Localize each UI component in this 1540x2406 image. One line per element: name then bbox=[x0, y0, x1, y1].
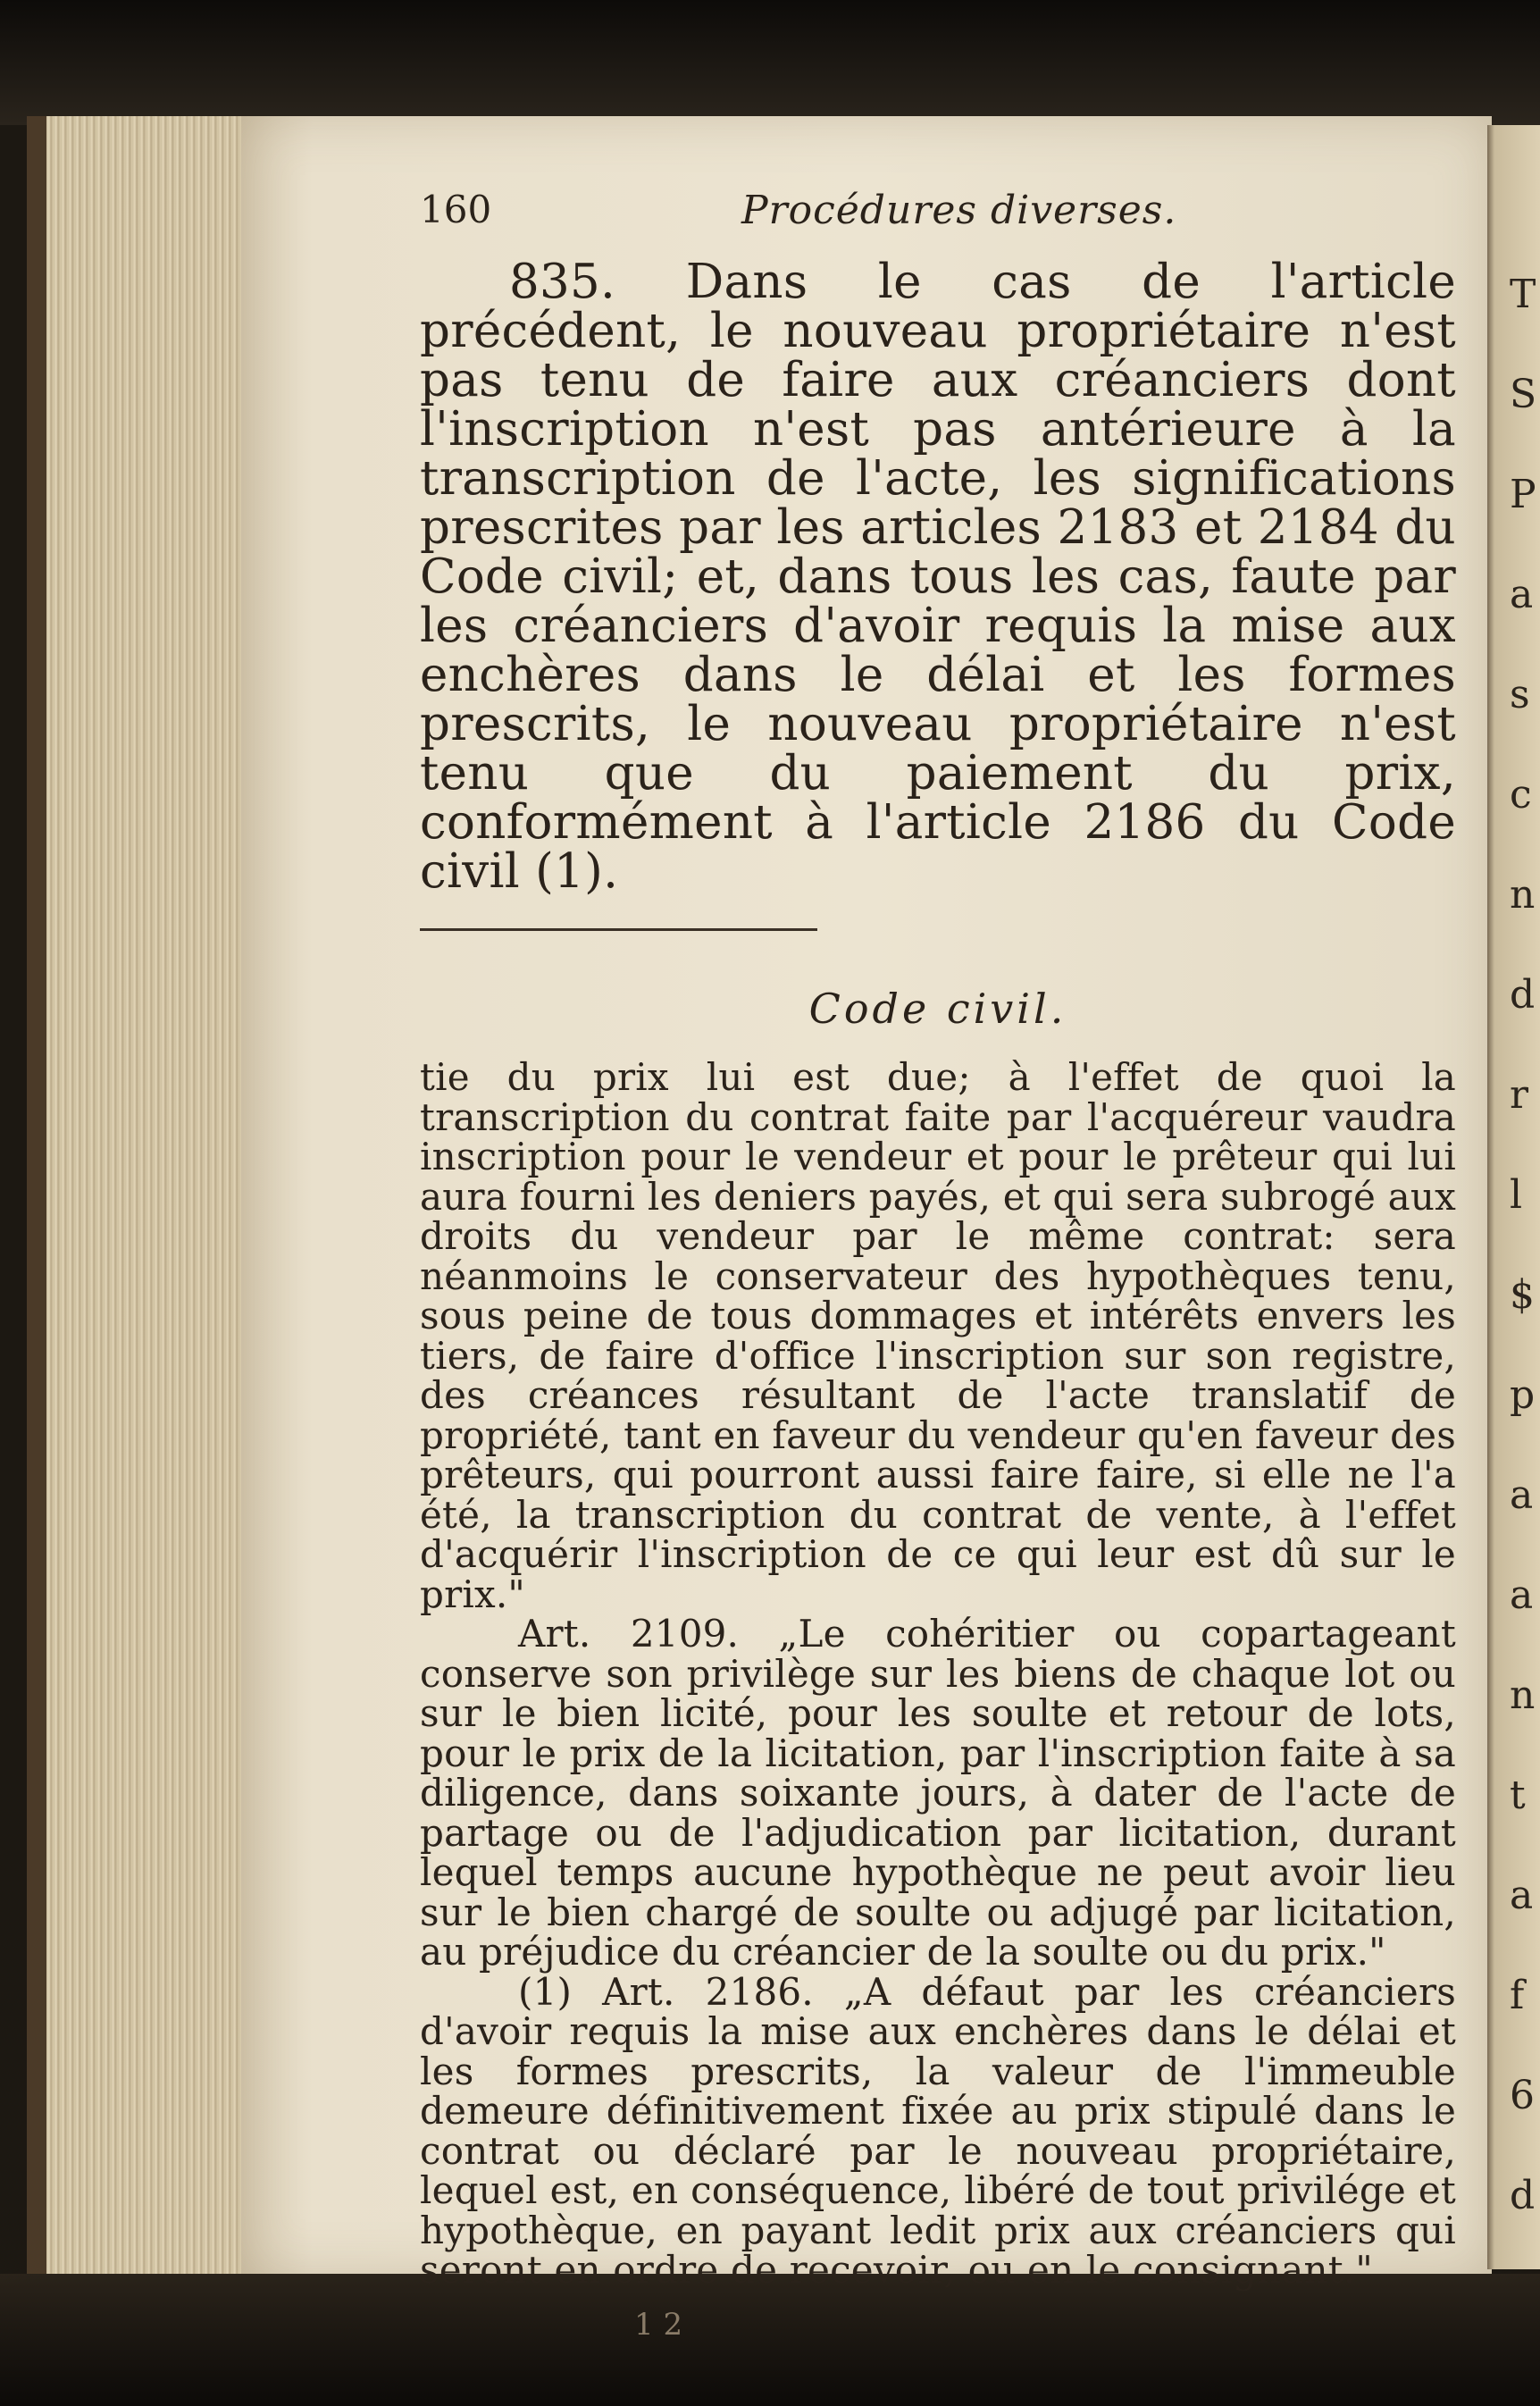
facing-page-letter: t bbox=[1510, 1773, 1526, 1818]
facing-page-letter: 6 bbox=[1510, 2073, 1535, 2118]
facing-page-letter: d bbox=[1510, 2173, 1536, 2218]
facing-page-letter: n bbox=[1510, 872, 1536, 918]
facing-page-letter: a bbox=[1510, 1873, 1534, 1918]
facing-page-letter: c bbox=[1510, 772, 1532, 817]
article-835: 835. Dans le cas de l'article précédent, le nouveau propriétaire n'est pas tenu de faire aux créanciers dont l'inscription n'est pas antérieure à la transcription de l'acte, les significations prescrites par les articles 2183 et 2184 du Code civil; et, dans tous les cas, faute par les créanciers d'avoir requis la mise aux enchères dans le délai et les formes prescrits, le nouveau propriétaire n'est tenu que du paiement du prix, conformément à l'article 2186 du Code civil (1). bbox=[420, 255, 1456, 899]
facing-page-letter: s bbox=[1510, 672, 1530, 717]
page-content bbox=[420, 188, 1456, 2343]
facing-page-letter: r bbox=[1510, 1072, 1529, 1118]
facing-page-letter: l bbox=[1510, 1172, 1523, 1218]
section-title: Code civil. bbox=[808, 985, 1067, 1033]
facing-page-letter: $ bbox=[1510, 1272, 1535, 1318]
facing-page-letter: d bbox=[1510, 972, 1536, 1018]
facing-page-letter: a bbox=[1510, 1472, 1534, 1518]
facing-page-letter: p bbox=[1510, 1372, 1536, 1418]
facing-page-letter: T bbox=[1510, 272, 1536, 317]
page-edges-left bbox=[27, 116, 270, 2278]
footnote-1: (1) Art. 2186. „A défaut par les créanciers d'avoir requis la mise aux enchères dans le délai et les formes prescrits, la valeur de l'immeuble demeure définitivement fixée au prix stipulé dans le contrat ou déclaré par le nouveau propriétaire, lequel est, en conséquence, libéré de tout privilége et hypothèque, en payant ledit prix aux créanciers qui seront en ordre de recevoir, ou en le consignant." bbox=[420, 1969, 1456, 2292]
background-top bbox=[0, 0, 1540, 125]
page-header bbox=[420, 188, 1456, 250]
facing-page-letter: f bbox=[1510, 1973, 1525, 2018]
facing-page-letter: a bbox=[1510, 1572, 1534, 1618]
facing-page-letter: P bbox=[1510, 472, 1536, 517]
facing-page-letter: S bbox=[1510, 372, 1537, 417]
footer-mark: 1 2 bbox=[634, 2306, 683, 2343]
facing-page-letters bbox=[1510, 268, 1540, 2369]
code-civil-continuation: tie du prix lui est due; à l'effet de quoi la transcription du contrat faite par l'acquéreur vaudra inscription pour le vendeur et pour le prêteur qui lui aura fourni les deniers payés, et qui sera subrogé aux droits du vendeur par le même contrat: sera néanmoins le conservateur des hypothèques tenu, sous peine de tous dommages et intérêts envers les tiers, de faire d'office l'inscription sur son registre, des créances résultant de l'acte translatif de propriété, tant en faveur du vendeur qu'en faveur des prêteurs, qui pourront aussi faire faire, si elle ne l'a été, la transcription du contrat de vente, à l'effet d'acquérir l'inscription de ce qui leur est dû sur le prix." bbox=[420, 1055, 1456, 1616]
running-title: Procédures diverses. bbox=[741, 188, 1177, 233]
page-number: 160 bbox=[420, 188, 492, 231]
facing-page-letter: a bbox=[1510, 572, 1534, 617]
article-2109: Art. 2109. „Le cohéritier ou copartageant conserve son privilège sur les biens de chaque lot ou sur le bien licité, pour les soulte et retour de lots, pour le prix de la licitation, par l'inscription faite à sa diligence, dans soixante jours, à dater de l'acte de partage ou de l'adjudication par licitation, durant lequel temps aucune hypothèque ne peut avoir lieu sur le bien chargé de soulte ou adjugé par licitation, au préjudice du créancier de la soulte ou du prix." bbox=[420, 1612, 1456, 1974]
facing-page-letter: n bbox=[1510, 1672, 1536, 1718]
section-divider bbox=[420, 928, 817, 931]
